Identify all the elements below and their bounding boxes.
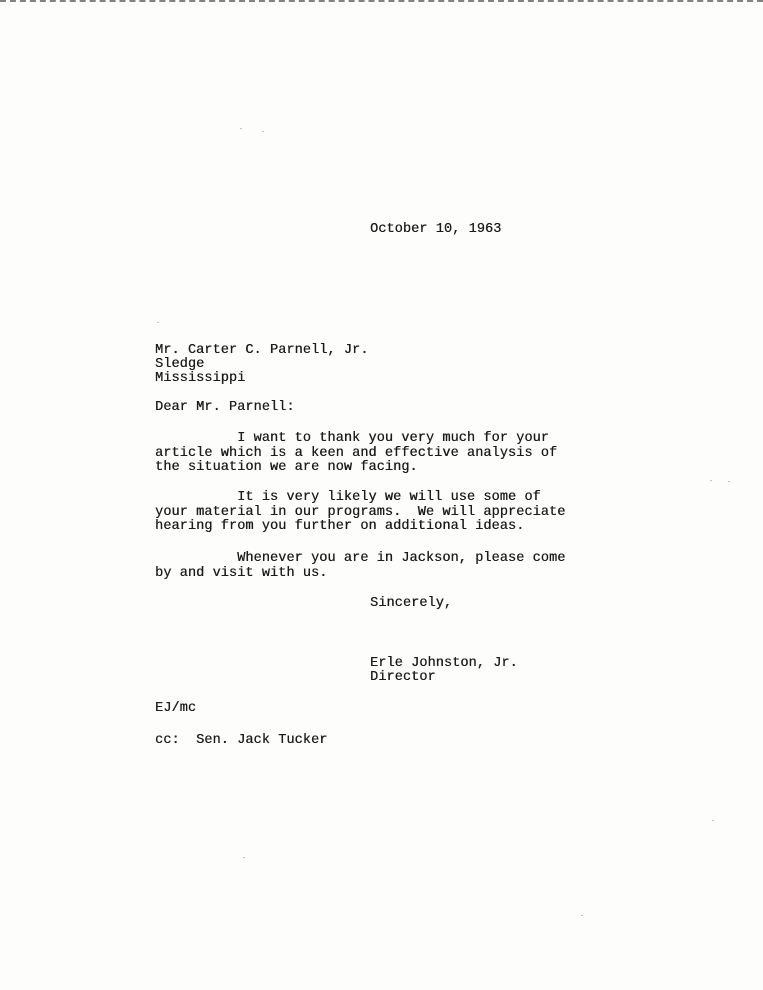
paper-speck: [262, 131, 264, 132]
recipient-city: Sledge: [155, 357, 205, 372]
closing: Sincerely,: [370, 596, 453, 611]
paragraph-1-line-3: the situation we are now facing.: [155, 460, 418, 475]
paragraph-3-line-1: Whenever you are in Jackson, please come: [155, 551, 566, 566]
paper-speck: [581, 915, 583, 916]
paper-speck: [728, 481, 730, 482]
paragraph-1-line-2: article which is a keen and effective analysis of: [155, 446, 558, 461]
paper-speck: [157, 322, 159, 323]
signer-title: Director: [370, 670, 436, 685]
salutation: Dear Mr. Parnell:: [155, 400, 295, 415]
recipient-name: Mr. Carter C. Parnell, Jr.: [155, 343, 369, 358]
paper-speck: [240, 128, 242, 129]
paragraph-2-line-3: hearing from you further on additional ideas.: [155, 519, 525, 534]
carbon-copy: cc: Sen. Jack Tucker: [155, 733, 328, 748]
signer-name: Erle Johnston, Jr.: [370, 656, 518, 671]
paper-speck: [710, 480, 712, 481]
page-top-edge: [0, 0, 763, 8]
paragraph-3-line-2: by and visit with us.: [155, 566, 328, 581]
recipient-state: Mississippi: [155, 371, 246, 386]
paragraph-2-line-1: It is very likely we will use some of: [155, 490, 541, 505]
paragraph-1-line-1: I want to thank you very much for your: [155, 431, 549, 446]
paragraph-2-line-2: your material in our programs. We will appreciate: [155, 505, 566, 520]
paper-speck: [712, 820, 714, 821]
letter-date: October 10, 1963: [370, 222, 502, 237]
paper-speck: [243, 857, 245, 858]
typist-initials: EJ/mc: [155, 701, 197, 716]
